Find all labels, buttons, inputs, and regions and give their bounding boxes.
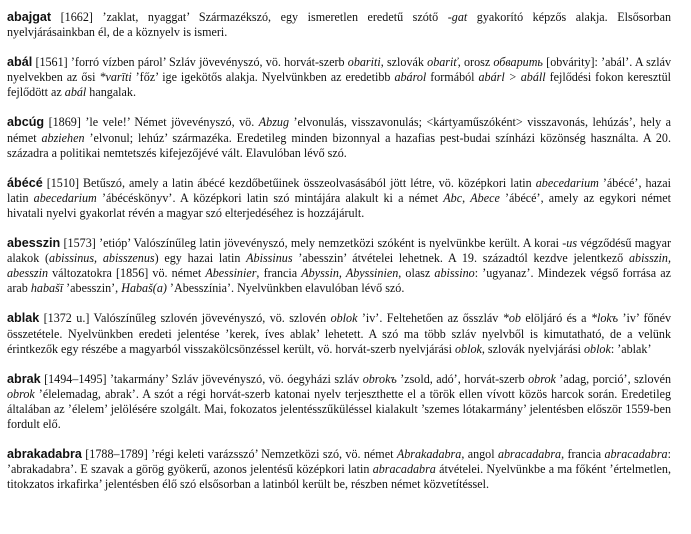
entry-text: átvételei. Nyelvünkbe a ma főként ’értelmetlen, titokzatos irkafirka’ jelentésben élő szó elsősorban a latinból került be, részben német közvetítéssel.	[7, 462, 671, 492]
entry-text: , szlovák	[380, 55, 428, 70]
dictionary-entry-abajgat	[7, 10, 671, 40]
entry-text: , francia	[561, 447, 605, 462]
dictionary-entry-abrak	[7, 372, 671, 432]
dictionary-entry-ábécé	[7, 176, 671, 221]
entry-text: ’iv’. Feltehetően az ősszláv	[357, 311, 503, 326]
entry-italic-form: Abessinier	[205, 266, 257, 281]
entry-italic-form: obrokъ	[362, 371, 397, 386]
entry-text: ’zsold, adó’, horvát-szerb	[396, 371, 529, 386]
entry-headword: abál	[7, 55, 33, 70]
entry-text: ’abesszin’ átvételei lehetnek. A 19. századtól kezdve jelentkező	[292, 251, 629, 266]
dictionary-entry-abál	[7, 55, 671, 100]
entry-italic-form: Abissinus	[246, 251, 293, 266]
entry-italic-form: обварить	[493, 55, 543, 70]
entry-italic-form: *ob	[502, 311, 521, 326]
entry-text: ’ábécé’, amely az egykori német hivatali nyelvi gyakorlat révén a magyar szó elterjedéséhez is hozzájárult.	[7, 190, 671, 220]
entry-text: [1869] ’le vele!’ Német jövevényszó, vö.	[48, 115, 259, 130]
entry-text: hangalak.	[86, 85, 136, 100]
entry-text: ) egy hazai latin	[154, 251, 247, 266]
entry-italic-form: abárl > abáll	[478, 70, 546, 85]
entry-italic-form: *lokъ	[590, 311, 619, 326]
entry-italic-form: obariť	[427, 55, 458, 70]
entry-text: ’főz’ ige igekötős alakja. Nyelvünkben az eredetibb	[131, 70, 395, 85]
entry-text: elöljáró és a	[520, 311, 591, 326]
entry-text: : ’abrakadabra’. E szavak a görög gyökerű, azonos jelentésű középkori latin	[7, 447, 671, 477]
entry-italic-form: abecedarium	[33, 190, 97, 205]
entry-text: , francia	[256, 266, 302, 281]
entry-italic-form: oblok	[330, 311, 358, 326]
entry-text: ’elvonul; lehúz’ származéka. Eredetileg minden bizonnyal a hazafias pest-budai színházi közönség használta. A 20. századra a politikai nemtetszés kifejezőjévé vált. Elavulóban lévő szó.	[7, 130, 671, 160]
entry-italic-form: oblok	[583, 341, 611, 356]
entry-text: [1788–1789] ’régi keleti varázsszó’ Nemzetközi szó, vö. német	[85, 447, 397, 462]
entry-italic-form: Abzug	[258, 115, 289, 130]
entry-text: ’iv’ főnév összetétele. Nyelvünkben eredeti jelentése ’kerek, íves ablak’ lehetett. A szó ma több szláv nyelvből is kimutatható, de a velünk érintkezők egy részébe a magyarból visszakölcsönzéssel került, vö. horvát-szerb nyelvjárási	[7, 311, 671, 356]
entry-text: [1372 u.] Valószínűleg szlovén jövevényszó, vö. szlovén	[43, 311, 331, 326]
entry-italic-form: obrok	[7, 386, 35, 401]
entry-italic-form: abracadabra	[372, 462, 436, 477]
dictionary-entry-abesszin	[7, 236, 671, 296]
entry-italic-form: obariti	[347, 55, 381, 70]
entry-headword: abcúg	[7, 115, 45, 130]
entry-italic-form: abecedarium	[535, 175, 599, 190]
entry-text: ’Abesszínia’. Nyelvünkben elavulóban lévő szó.	[166, 281, 405, 296]
entry-italic-form: abracadabra	[604, 447, 668, 462]
entry-text: ’ábécéskönyv’. A középkori latin szó mintájára alakult ki a német	[96, 190, 444, 205]
entry-italic-form: Abc	[443, 190, 463, 205]
entry-headword: abrak	[7, 371, 41, 386]
entry-italic-form: -gat	[447, 10, 468, 24]
entry-text: , olasz	[398, 266, 435, 281]
entry-text: , szlovák nyelvjárási	[481, 341, 584, 356]
entry-italic-form: abziehen	[41, 130, 85, 145]
entry-headword: ablak	[7, 311, 40, 326]
entry-headword: abrakadabra	[7, 447, 82, 462]
entry-text: [1510] Betűszó, amely a latin ábécé kezdőbetűinek összeolvasásából jött létre, vö. középkori latin	[46, 175, 536, 190]
entry-text: változatokra [1856] vö. német	[48, 266, 206, 281]
entry-italic-form: abracadabra	[497, 447, 562, 462]
entry-italic-form: abisszin, abesszin	[7, 251, 671, 281]
entry-italic-form: abissinus, abisszenus	[49, 251, 155, 266]
entry-italic-form: oblok	[454, 341, 482, 356]
entry-text: ’adag, porció’, szlovén	[555, 371, 672, 386]
entry-text: [1662] ’zaklat, nyaggat’ Származékszó, egy ismeretlen eredetű szótő	[60, 10, 448, 24]
entry-text: ,	[462, 190, 471, 205]
entry-text: [obvárity]: ’abál’. A szláv nyelvekben az ősi	[7, 55, 672, 85]
entry-text: fejlődési fokon keresztül fejlődött az	[7, 70, 671, 100]
entry-headword: abajgat	[7, 10, 52, 24]
entry-text: formából	[426, 70, 479, 85]
entry-text: : ’ablak’	[610, 341, 652, 356]
entry-text: ’élelemadag, abrak’. A szót a régi horvát-szerb katonai nyelv terjeszthette el a török ellen vívott közös harcok során. Eredetileg általában az ’élelem’ jelölésére szolgált. Mai, fokozatos jelentésszűküléssel kialakult ’szemes lótakarmány’ jelentésben először 1559-ben fordult elő.	[7, 386, 671, 431]
entry-headword: abesszin	[7, 236, 61, 251]
entry-italic-form: abissino	[434, 266, 475, 281]
entry-italic-form: -us	[562, 236, 578, 251]
entry-text: [1573] ’etióp’ Valószínűleg latin jövevényszó, mely nemzetközi szóként is nyelvünkbe került. A korai	[63, 236, 563, 251]
entry-italic-form: Habaš(a)	[121, 281, 167, 296]
dictionary-entry-ablak	[7, 311, 671, 356]
entry-text: végződésű magyar alakok (	[7, 236, 671, 266]
entry-text: [1494–1495] ’takarmány’ Szláv jövevényszó, vö. óegyházi szláv	[44, 371, 363, 386]
dictionary-entry-abcúg	[7, 115, 671, 160]
dictionary-entry-abrakadabra	[7, 447, 671, 492]
entry-text: , angol	[461, 447, 498, 462]
entry-italic-form: *varīti	[99, 70, 132, 85]
entry-headword: ábécé	[7, 175, 43, 190]
entry-italic-form: abál	[64, 85, 87, 100]
entry-text: ’ábécé’, hazai latin	[7, 175, 671, 205]
entry-text: ’abesszin’,	[63, 281, 122, 296]
entry-italic-form: Abrakadabra	[396, 447, 462, 462]
entry-text: : ’ugyanaz’. Mindezek végső forrása az arab	[7, 266, 671, 296]
entry-italic-form: obrok	[528, 371, 556, 386]
entry-text: ’elvonulás, visszavonulás; <kártyaműszóként> visszavonás, lehúzás’, hely a német	[7, 115, 672, 145]
entry-italic-form: Abece	[470, 190, 500, 205]
entry-text: [1561] ’forró vízben párol’ Szláv jövevényszó, vö. horvát-szerb	[35, 55, 348, 70]
entry-text: , orosz	[457, 55, 494, 70]
entry-italic-form: Abyssin, Abyssinien	[301, 266, 399, 281]
entry-italic-form: habašī	[30, 281, 64, 296]
entry-text: gyakorító képzős alakja. Elsősorban nyelvjárásainkban él, de a köznyelv is ismeri.	[7, 10, 671, 40]
entry-italic-form: abárol	[394, 70, 427, 85]
